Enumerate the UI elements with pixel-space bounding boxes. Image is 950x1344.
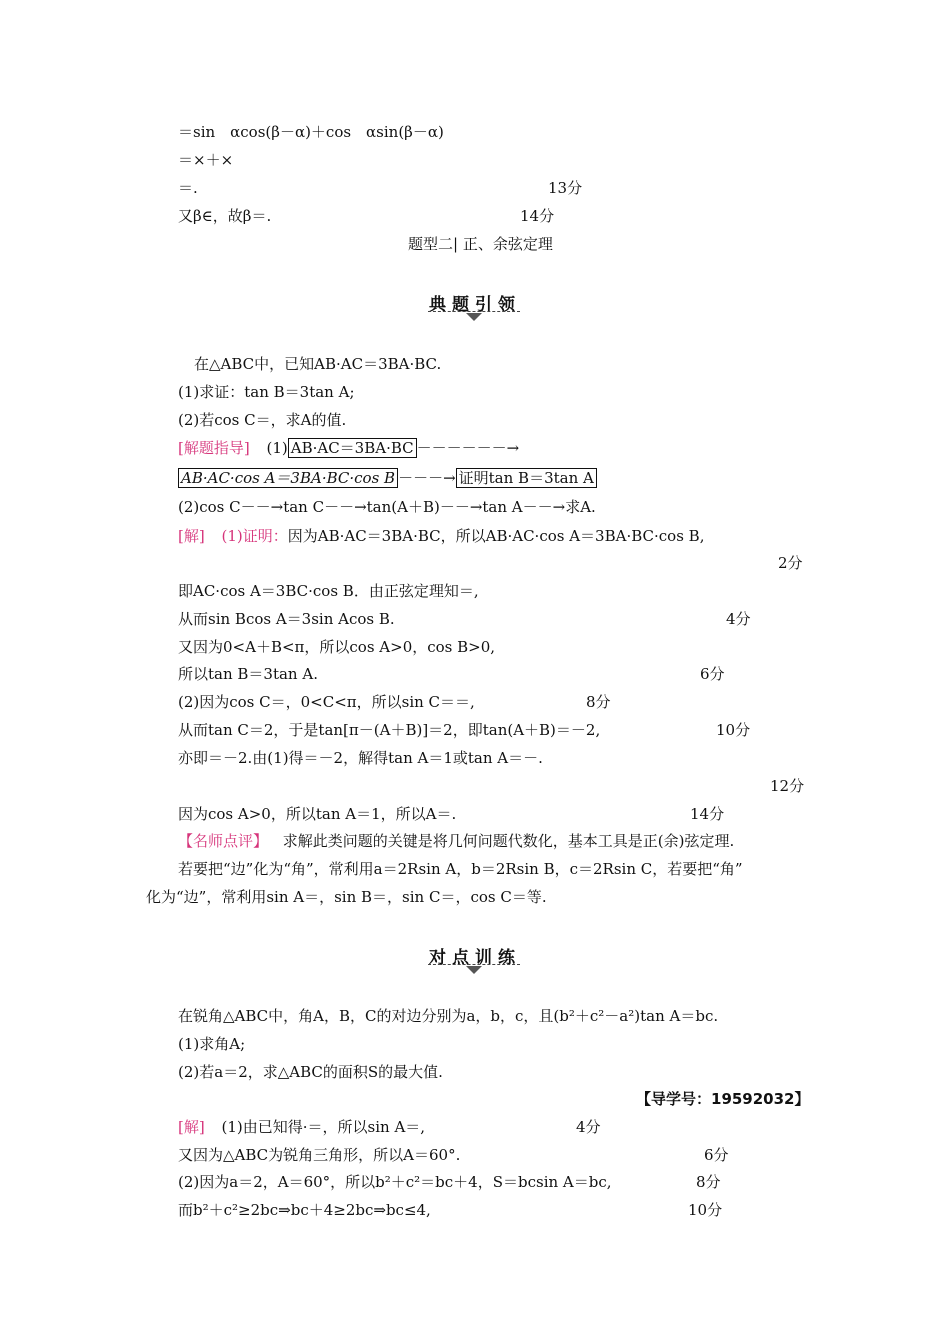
solution-proof-tag: (1)证明： <box>221 527 288 545</box>
guide-line-2 <box>178 468 597 488</box>
guide-box-3: 证明tan B＝3tan A <box>456 468 597 488</box>
solution-line-1 <box>178 526 704 546</box>
comment-line-3: 化为“边”，常利用sin A＝，sin B＝，sin C＝，cos C＝等. <box>146 888 547 906</box>
derivation-line-1: ＝sin αcos(β－α)＋cos αsin(β－α) <box>178 123 444 141</box>
banner-example: 典题引领 <box>429 295 521 315</box>
solution-line-9: 因为cos A>0，所以tan A＝1，所以A＝. <box>178 805 457 823</box>
score-13: 13分 <box>548 179 583 197</box>
score-14: 14分 <box>520 207 555 225</box>
banner-triangle-icon <box>466 313 482 321</box>
banner-practice: 对点训练 <box>429 948 521 968</box>
score-6: 6分 <box>700 665 725 683</box>
practice-solution-line-2: 又因为△ABC为锐角三角形，所以A＝60°. <box>178 1146 461 1164</box>
score-10: 10分 <box>716 721 751 739</box>
guide-label: [解题指导] <box>178 439 250 457</box>
example-question-2: (2)若cos C＝，求A的值. <box>178 411 347 429</box>
practice-solution-text-1: (1)由已知得·＝，所以sin A＝, <box>221 1118 426 1136</box>
comment-line-2: 若要把“边”化为“角”，常利用a＝2Rsin A，b＝2Rsin B，c＝2Rsin C，若要把“角” <box>178 860 743 878</box>
comment-text-1: 求解此类问题的关键是将几何问题代数化，基本工具是正(余)弦定理. <box>282 832 735 850</box>
practice-score-6: 6分 <box>704 1146 729 1164</box>
practice-solution-line-3: (2)因为a＝2，A＝60°，所以b²＋c²＝bc＋4，S＝bcsin A＝bc, <box>178 1173 612 1191</box>
solution-line-8: 亦即＝－2.由(1)得＝－2，解得tan A＝1或tan A＝－. <box>178 749 543 767</box>
derivation-line-4: 又β∈，故β＝. <box>178 207 272 225</box>
banner-triangle-icon-2 <box>466 966 482 974</box>
practice-question-2: (2)若a＝2，求△ABC的面积S的最大值. <box>178 1063 443 1081</box>
solution-label: [解] <box>178 527 205 545</box>
practice-solution-line-4: 而b²＋c²≥2bc⇒bc＋4≥2bc⇒bc≤4, <box>178 1201 431 1219</box>
banner-underline <box>428 311 520 312</box>
solution-line-5: 所以tan B＝3tan A. <box>178 665 318 683</box>
guide-arrow-long: －－－－－－→ <box>416 439 520 457</box>
solution-line-1-text: 因为AB·AC＝3BA·BC，所以AB·AC·cos A＝3BA·BC·cos B, <box>287 527 705 545</box>
example-problem: 在△ABC中，已知AB·AC＝3BA·BC. <box>194 355 442 373</box>
practice-solution-line-1 <box>178 1117 425 1137</box>
derivation-line-2: ＝×＋× <box>178 151 234 169</box>
score-2: 2分 <box>778 554 803 572</box>
guide-box-2: AB·AC·cos A＝3BA·BC·cos B <box>178 468 398 488</box>
solution-line-2: 即AC·cos A＝3BC·cos B．由正弦定理知＝, <box>178 582 479 600</box>
example-question-1: (1)求证：tan B＝3tan A; <box>178 383 355 401</box>
reference-number: 【导学号：19592032】 <box>636 1090 810 1108</box>
solution-line-4: 又因为0<A＋B<π，所以cos A>0，cos B>0, <box>178 638 496 656</box>
score-14b: 14分 <box>690 805 725 823</box>
guide-arrow-short: －－－→ <box>398 469 456 487</box>
practice-solution-label: [解] <box>178 1118 205 1136</box>
section-title: 题型二| 正、余弦定理 <box>408 235 553 253</box>
practice-question-1: (1)求角A; <box>178 1035 246 1053</box>
score-8: 8分 <box>586 693 611 711</box>
derivation-line-3: ＝. <box>178 179 198 197</box>
solution-line-7: 从而tan C＝2，于是tan[π－(A＋B)]＝2，即tan(A＋B)＝－2, <box>178 721 601 739</box>
guide-box-1: AB·AC＝3BA·BC <box>288 438 417 458</box>
solution-line-3: 从而sin Bcos A＝3sin Acos B. <box>178 610 395 628</box>
comment-line-1 <box>178 831 734 851</box>
guide-line-3: (2)cos C－－→tan C－－→tan(A＋B)－－→tan A－－→求A. <box>178 498 596 516</box>
banner-underline-2 <box>428 964 520 965</box>
score-12: 12分 <box>770 777 805 795</box>
solution-line-6: (2)因为cos C＝，0<C<π，所以sin C＝＝, <box>178 693 475 711</box>
score-4: 4分 <box>726 610 751 628</box>
comment-label: 【名师点评】 <box>178 832 269 850</box>
guide-line-1 <box>178 438 519 458</box>
practice-score-10: 10分 <box>688 1201 723 1219</box>
practice-problem: 在锐角△ABC中，角A，B，C的对边分别为a，b，c，且(b²＋c²－a²)tan A＝bc. <box>178 1007 719 1025</box>
practice-score-8: 8分 <box>696 1173 721 1191</box>
practice-score-4: 4分 <box>576 1118 601 1136</box>
guide-part-prefix: (1) <box>266 439 288 457</box>
